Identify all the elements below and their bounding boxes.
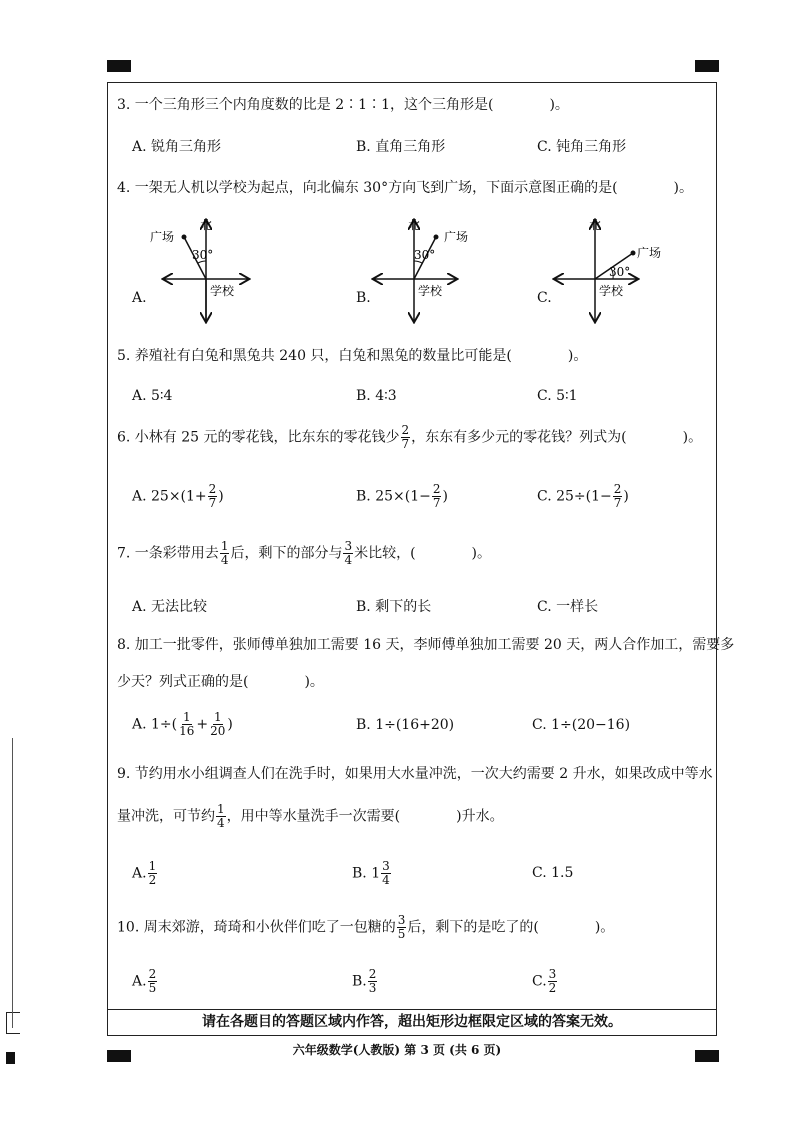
angle-label: 30° xyxy=(609,265,631,279)
question-6-option-a: A. 25×(1+ $\frac{2}{7}$ ) xyxy=(132,482,224,510)
north-label: 北 xyxy=(200,218,213,232)
school-label: 学校 xyxy=(418,284,443,298)
question-9-option-c: C. 1.5 xyxy=(532,865,574,881)
fraction: $\frac{2}{7}$ xyxy=(432,482,441,510)
question-9-option-a: A. $\frac{1}{2}$ xyxy=(132,859,157,887)
question-3-stem: 3. 一个三角形三个内角度数的比是 2∶1∶1，这个三角形是( )。 xyxy=(117,97,569,113)
question-10-option-b: B. $\frac{2}{3}$ xyxy=(352,967,377,995)
fraction: $\frac{1}{4}$ xyxy=(217,802,225,830)
binding-line xyxy=(12,738,13,1028)
question-7-option-c: C. 一样长 xyxy=(537,599,599,615)
diagram-b xyxy=(368,215,488,329)
question-3-option-c: C. 钝角三角形 xyxy=(537,139,627,155)
question-8-option-c: C. 1÷(20−16) xyxy=(532,717,631,733)
fraction: $\frac{3}{4}$ xyxy=(344,539,353,567)
square-label: 广场 xyxy=(444,230,469,244)
angle-label: 30° xyxy=(414,248,436,262)
answer-area-notice: 请在各题目的答题区域内作答，超出矩形边框限定区域的答案无效。 xyxy=(107,1010,717,1036)
square-label: 广场 xyxy=(637,246,662,260)
question-8-stem-line-2: 少天？列式正确的是( )。 xyxy=(117,674,324,690)
question-3-option-a: A. 锐角三角形 xyxy=(132,139,222,155)
question-6-stem-text: 6. 小林有 25 元的零花钱，比东东的零花钱少 xyxy=(117,429,400,446)
question-10-option-a: A. $\frac{2}{5}$ xyxy=(132,967,157,995)
fraction: $\frac{3}{4}$ xyxy=(382,859,390,887)
question-8-option-a: A. 1÷( $\frac{1}{16}$ + $\frac{1}{20}$ ) xyxy=(132,710,233,738)
question-6-option-c: C. 25÷(1− $\frac{2}{7}$ ) xyxy=(537,482,629,510)
fraction: $\frac{1}{20}$ xyxy=(210,710,226,738)
fraction: $\frac{1}{4}$ xyxy=(220,539,229,567)
fraction: $\frac{3}{2}$ xyxy=(548,967,557,995)
square-point xyxy=(182,235,187,240)
fraction: $\frac{1}{2}$ xyxy=(148,859,157,887)
question-5-option-c: C. 5∶1 xyxy=(537,388,578,404)
north-label: 北 xyxy=(408,218,421,232)
north-label: 北 xyxy=(589,218,602,232)
fraction: $\frac{1}{16}$ xyxy=(179,710,195,738)
question-5-option-a: A. 5∶4 xyxy=(132,388,173,404)
question-4-stem: 4. 一架无人机以学校为起点，向北偏东 30°方向飞到广场，下面示意图正确的是( )。 xyxy=(117,180,693,196)
diagram-c xyxy=(553,215,673,329)
fraction: $\frac{2}{7}$ xyxy=(613,482,622,510)
question-3-option-b: B. 直角三角形 xyxy=(356,139,446,155)
question-8-option-b: B. 1÷(16+20) xyxy=(356,717,455,733)
angle-label: 30° xyxy=(192,248,214,262)
fraction: $\frac{2}{3}$ xyxy=(368,967,377,995)
registration-mark-top-left xyxy=(107,60,131,72)
square-point xyxy=(434,235,439,240)
question-7-stem: 7. 一条彩带用去 $\frac{1}{4}$ 后，剩下的部分与 $\frac{3}{4}$ 米比较，( )。 xyxy=(117,539,492,567)
registration-mark-top-right xyxy=(695,60,719,72)
fraction: $\frac{2}{5}$ xyxy=(148,967,157,995)
question-6-stem-text: ，东东有多少元的零花钱？列式为( )。 xyxy=(411,429,703,446)
question-6-stem xyxy=(117,424,702,451)
question-10-option-c: C. $\frac{3}{2}$ xyxy=(532,967,557,995)
question-4-option-c: C. xyxy=(537,290,552,306)
question-6-option-b: B. 25×(1− $\frac{2}{7}$ ) xyxy=(356,482,448,510)
question-9-option-b: B. 1 $\frac{3}{4}$ xyxy=(352,859,390,887)
question-9-stem-line-1: 9. 节约用水小组调查人们在洗手时，如果用大水量冲洗，一次大约需要 2 升水，如果改成中等水 xyxy=(117,766,713,782)
question-8-stem-line-1: 8. 加工一批零件，张师傅单独加工需要 16 天，李师傅单独加工需要 20 天，两人合作加工，需要多 xyxy=(117,637,735,653)
question-5-stem: 5. 养殖社有白兔和黑兔共 240 只，白兔和黑兔的数量比可能是( )。 xyxy=(117,348,588,364)
binding-bracket xyxy=(6,1012,20,1034)
square-point xyxy=(631,251,636,256)
question-4-option-a: A. xyxy=(132,290,147,306)
question-7-option-b: B. 剩下的长 xyxy=(356,599,432,615)
square-label: 广场 xyxy=(150,230,175,244)
question-4-option-b: B. xyxy=(356,290,371,306)
question-7-option-a: A. 无法比较 xyxy=(132,599,208,615)
question-10-stem: 10. 周末郊游，琦琦和小伙伴们吃了一包糖的 $\frac{3}{5}$ 后，剩下的是吃了的( )。 xyxy=(117,913,615,941)
fraction: $\frac{3}{5}$ xyxy=(397,913,406,941)
school-label: 学校 xyxy=(210,284,235,298)
school-label: 学校 xyxy=(599,284,624,298)
page-footer: 六年级数学(人教版) 第 3 页 (共 6 页) xyxy=(292,1043,502,1057)
question-5-option-b: B. 4∶3 xyxy=(356,388,397,404)
diagram-a xyxy=(140,215,260,329)
fraction: $\frac{2}{7}$ xyxy=(401,423,410,451)
fraction: $\frac{2}{7}$ xyxy=(208,482,217,510)
question-9-stem-line-2: 量冲洗，可节约 $\frac{1}{4}$ ，用中等水量洗手一次需要( )升水。 xyxy=(117,802,504,830)
